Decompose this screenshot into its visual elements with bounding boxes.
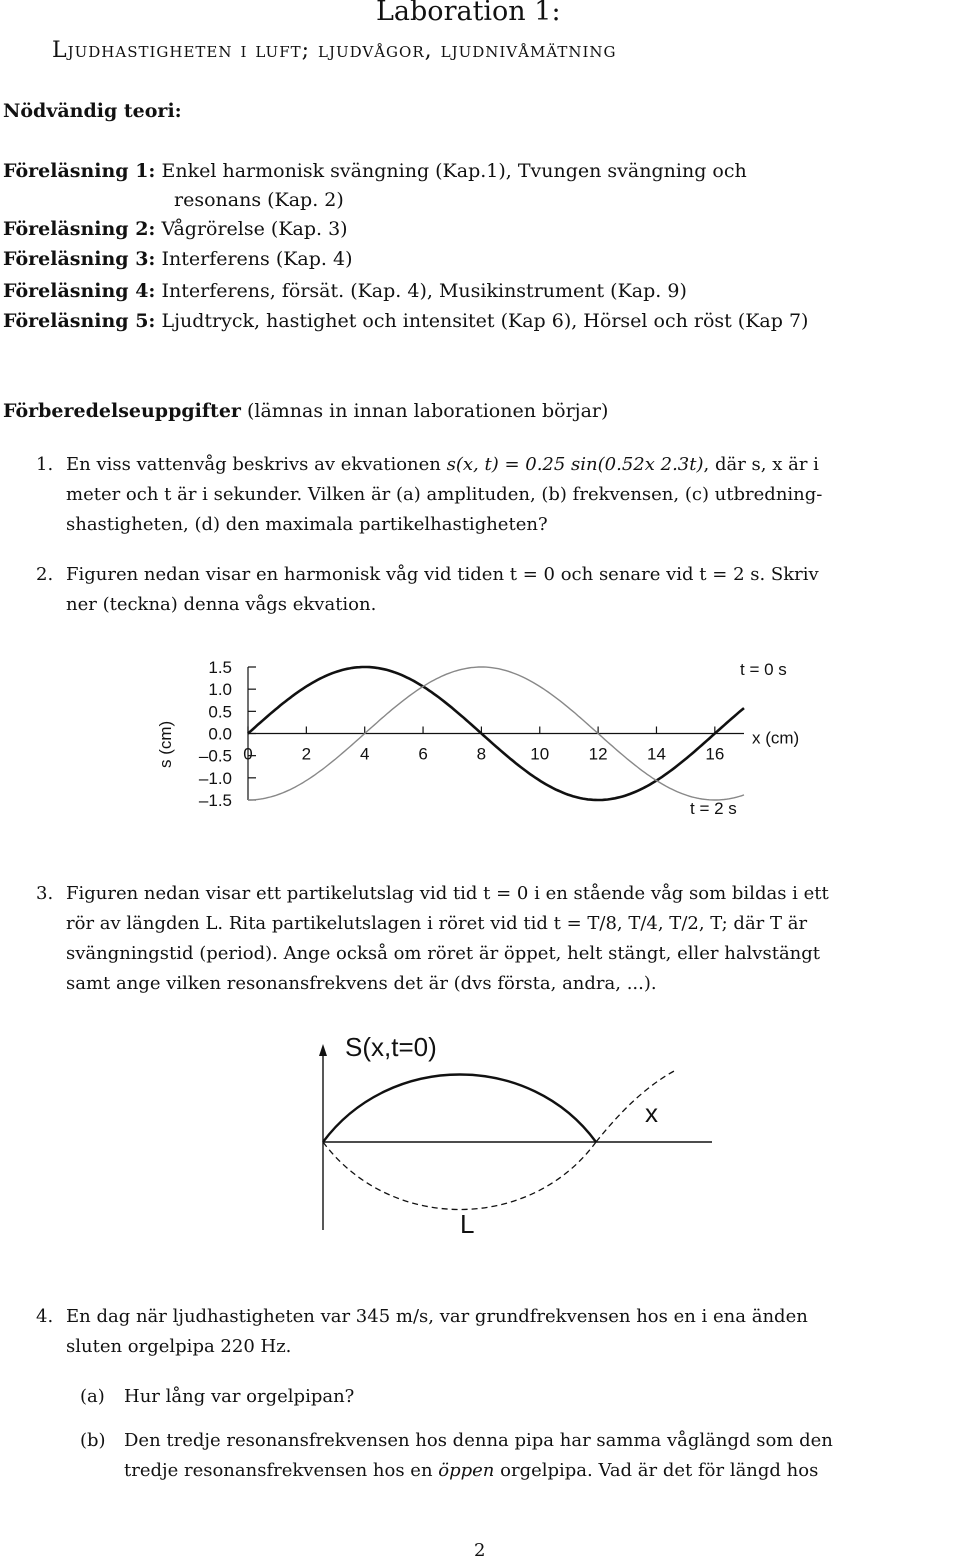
x-tick-label: 16 (705, 744, 725, 764)
task-1-text-end: , där s, x är i (703, 454, 819, 475)
y-tick-label: 1.5 (208, 658, 232, 677)
task-4a-label: (a) (80, 1386, 105, 1407)
task-4b-text: tredje resonansfrekvensen hos en (124, 1460, 439, 1481)
x-tick-label: 14 (647, 744, 666, 764)
standing-wave-dashed-upper (596, 1070, 676, 1142)
task-1-line-3: shastigheten, (d) den maximala partikelhastigheten? (66, 514, 548, 535)
lecture-text: Ljudtryck, hastighet och intensitet (Kap 6), Hörsel och röst (Kap 7) (161, 310, 809, 332)
task-3-number: 3. (36, 883, 54, 904)
task-4b-emphasis: öppen (438, 1460, 495, 1481)
task-1-text: En viss vattenvåg beskrivs av ekvationen (66, 454, 447, 475)
task-4b-line-2 (124, 1460, 818, 1481)
task-2-line-2: ner (teckna) denna vågs ekvation. (66, 594, 377, 615)
lecture-label: Föreläsning 2: (3, 218, 156, 240)
task-1-line-2: meter och t är i sekunder. Vilken är (a) amplituden, (b) frekvensen, (c) utbredning- (66, 484, 823, 505)
standing-wave-solid (323, 1075, 596, 1143)
x-tick-label: 10 (530, 744, 550, 764)
task-4-line-1: En dag när ljudhastigheten var 345 m/s, var grundfrekvensen hos en i ena änden (66, 1306, 808, 1327)
task-4b-line-1: Den tredje resonansfrekvensen hos denna pipa har samma våglängd som den (124, 1430, 833, 1451)
task-3-line-2: rör av längden L. Rita partikelutslagen i röret vid tid t = T/8, T/4, T/2, T; där T är (66, 913, 808, 934)
tube-length-label: L (460, 1209, 475, 1239)
page-subtitle: Ljudhastigheten i luft; ljudvågor, ljudnivåmätning (52, 38, 617, 63)
x-tick-label: 4 (359, 744, 370, 764)
lecture-3 (3, 248, 353, 270)
task-3-line-4: samt ange vilken resonansfrekvens det är (dvs första, andra, ...). (66, 973, 657, 994)
x-tick-label: 12 (588, 744, 608, 764)
y-tick-label: 0.0 (208, 724, 232, 744)
task-4-line-2: sluten orgelpipa 220 Hz. (66, 1336, 292, 1357)
wave-chart (0, 640, 960, 840)
y-tick-label: 0.5 (208, 702, 232, 722)
y-tick-label: –1.0 (198, 768, 232, 788)
y-axis-label: s (cm) (156, 720, 175, 768)
standing-wave-dashed-lower (323, 1142, 596, 1210)
series-label-t2: t = 2 s (690, 799, 737, 818)
series-label-t0: t = 0 s (740, 660, 787, 679)
task-1-line-1 (66, 454, 819, 475)
task-1-number: 1. (36, 454, 54, 475)
lecture-5 (3, 310, 808, 332)
x-tick-label: 8 (476, 744, 487, 764)
task-3-line-1: Figuren nedan visar ett partikelutslag vid tid t = 0 i en stående våg som bildas i ett (66, 883, 829, 904)
standing-wave-figure (0, 1020, 960, 1260)
prep-heading: Förberedelseuppgifter (3, 400, 241, 422)
page-number: 2 (474, 1540, 486, 1561)
prep-heading-line (3, 400, 608, 422)
lecture-label: Föreläsning 5: (3, 310, 156, 332)
task-4b-label: (b) (80, 1430, 106, 1451)
lecture-text: Enkel harmonisk svängning (Kap.1), Tvungen svängning och (161, 160, 747, 182)
task-2-line-1: Figuren nedan visar en harmonisk våg vid tiden t = 0 och senare vid t = 2 s. Skriv (66, 564, 819, 585)
lecture-text: Interferens, försät. (Kap. 4), Musikinstrument (Kap. 9) (161, 280, 687, 302)
task-2-number: 2. (36, 564, 54, 585)
lecture-text: Interferens (Kap. 4) (161, 248, 353, 270)
x-axis-label: x (cm) (752, 728, 800, 748)
lecture-label: Föreläsning 1: (3, 160, 156, 182)
task-1-equation: s(x, t) = 0.25 sin(0.52x 2.3t) (446, 454, 704, 475)
standing-wave-x-label: x (645, 1098, 658, 1128)
standing-wave-label: S(x,t=0) (345, 1032, 437, 1062)
y-tick-label: –0.5 (198, 746, 232, 766)
task-4b-text-end: orgelpipa. Vad är det för längd hos (494, 1460, 819, 1481)
x-tick-label: 0 (243, 744, 253, 764)
lecture-label: Föreläsning 3: (3, 248, 156, 270)
y-tick-label: –1.5 (198, 791, 232, 810)
x-tick-label: 6 (418, 744, 428, 764)
lecture-label: Föreläsning 4: (3, 280, 156, 302)
y-tick-label: 1.0 (208, 680, 232, 700)
page-title: Laboration 1: (376, 0, 561, 27)
lecture-text: Vågrörelse (Kap. 3) (161, 218, 348, 240)
lecture-1-cont: resonans (Kap. 2) (174, 189, 344, 211)
lecture-4 (3, 280, 687, 302)
prep-heading-note: (lämnas in innan laborationen börjar) (246, 400, 609, 422)
task-3-line-3: svängningstid (period). Ange också om röret är öppet, helt stängt, eller halvstängt (66, 943, 821, 964)
task-4-number: 4. (36, 1306, 54, 1327)
lecture-1 (3, 160, 747, 182)
theory-heading: Nödvändig teori: (3, 100, 182, 122)
lecture-2 (3, 218, 348, 240)
task-4a-text: Hur lång var orgelpipan? (124, 1386, 355, 1407)
s-axis-arrow-icon (319, 1044, 327, 1056)
x-tick-label: 2 (301, 744, 312, 764)
